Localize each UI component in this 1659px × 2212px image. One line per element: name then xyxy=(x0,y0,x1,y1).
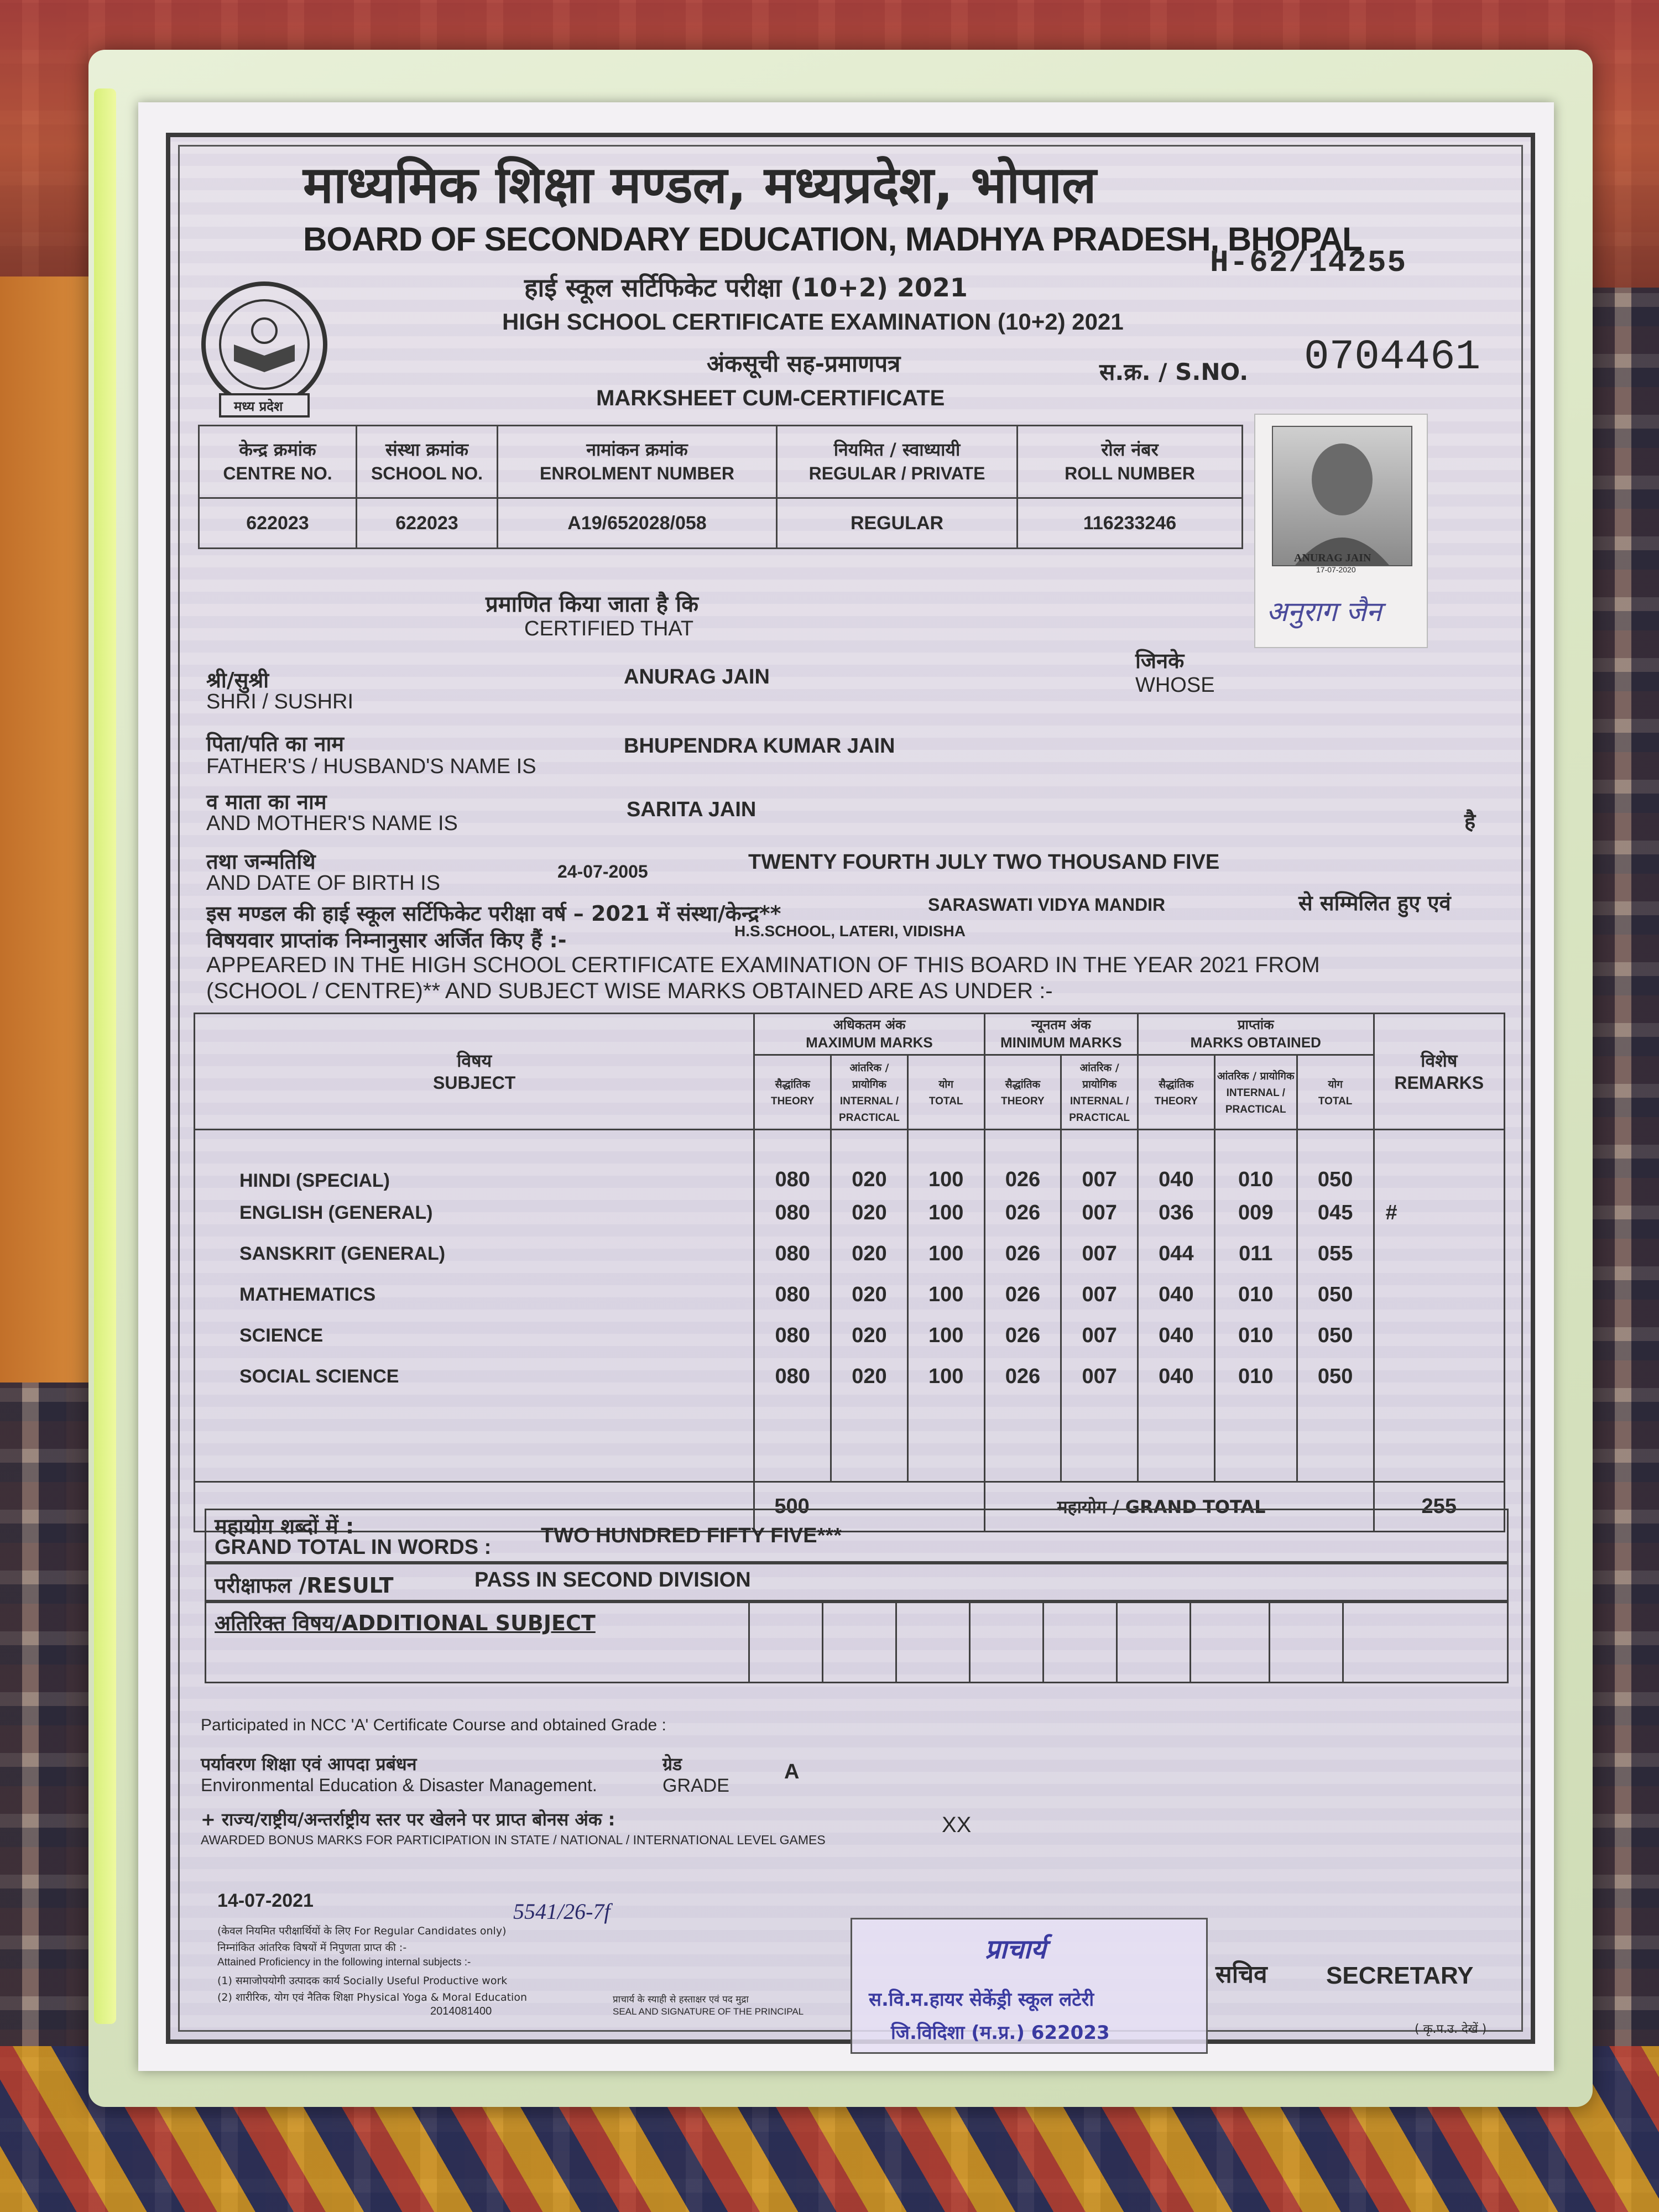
filler-cell xyxy=(1297,1397,1374,1482)
filler-cell xyxy=(754,1397,831,1482)
max-marks-header xyxy=(754,1014,984,1055)
barcode-number: 2014081400 xyxy=(430,2005,492,2017)
mark-cell-max-in: 020 xyxy=(831,1274,908,1315)
stamp-line-1: स.वि.म.हायर सेकेंड्री स्कूल लटेरी xyxy=(869,1989,1094,2011)
enrolment-number-value: A19/652028/058 xyxy=(498,498,777,549)
centre-no-label: CENTRE NO. xyxy=(223,463,332,483)
mark-cell-ob-in: 010 xyxy=(1214,1274,1297,1315)
result-value: PASS IN SECOND DIVISION xyxy=(474,1568,751,1592)
codes-header-row xyxy=(199,426,1243,498)
mark-cell-ob-in: 010 xyxy=(1214,1130,1297,1193)
min-marks-hindi: न्यूनतम अंक xyxy=(1031,1017,1091,1032)
env-education-english: Environmental Education & Disaster Management. xyxy=(201,1775,597,1795)
certified-english: CERTIFIED THAT xyxy=(524,617,694,640)
principal-stamp xyxy=(851,1918,1208,2054)
mark-cell-min-in: 007 xyxy=(1061,1233,1138,1274)
ncc-note: Participated in NCC 'A' Certificate Course and obtained Grade : xyxy=(201,1716,666,1734)
student-name: ANURAG JAIN xyxy=(624,665,770,688)
subject-name: SANSKRIT (GENERAL) xyxy=(195,1233,754,1274)
mark-cell-max-tot: 100 xyxy=(907,1315,984,1356)
mark-cell-ob-th: 036 xyxy=(1138,1192,1215,1233)
dob-label-hindi: तथा जन्मतिथि xyxy=(206,849,316,874)
min-marks-english: MINIMUM MARKS xyxy=(1000,1034,1122,1051)
subject-header-hindi: विषय xyxy=(457,1050,492,1071)
remarks-header xyxy=(1374,1014,1505,1130)
handwritten-number: 5541/26-7f xyxy=(513,1899,611,1924)
appeared-english-line1: APPEARED IN THE HIGH SCHOOL CERTIFICATE EXAMINATION OF THIS BOARD IN THE YEAR 2021 FROM xyxy=(206,953,1320,977)
total-hindi: योग xyxy=(938,1078,953,1091)
remark-cell: # xyxy=(1374,1192,1505,1233)
table-row xyxy=(195,1315,1505,1356)
total-english: TOTAL xyxy=(928,1095,963,1107)
mark-cell-max-in: 020 xyxy=(831,1356,908,1397)
filler-cell xyxy=(1061,1397,1138,1482)
certified-hindi: प्रमाणित किया जाता है कि xyxy=(486,592,698,617)
marks-obtained-hindi: प्राप्तांक xyxy=(1237,1017,1274,1032)
centre-no-value: 622023 xyxy=(199,498,357,549)
table-row xyxy=(195,1130,1505,1193)
principal-seal-english: SEAL AND SIGNATURE OF THE PRINCIPAL xyxy=(613,2006,804,2017)
subject-header-english: SUBJECT xyxy=(432,1072,516,1093)
folder-binding-edge xyxy=(94,88,116,2024)
appeared-hindi-line1: इस मण्डल की हाई स्कूल सर्टिफिकेट परीक्षा वर्ष – 2021 में संस्था/केन्द्र** xyxy=(206,901,781,926)
additional-cell xyxy=(1118,1601,1191,1682)
board-seal-icon xyxy=(195,278,333,422)
footer-note-5: (2) शारीरिक, योग एवं नैतिक शिक्षा Physical Yoga & Moral Education xyxy=(217,1991,528,2004)
max-marks-hindi: अधिकतम अंक xyxy=(833,1017,906,1032)
codes-header-cell xyxy=(1018,426,1243,498)
internal-hindi: आंतरिक / प्रायोगिक xyxy=(1079,1062,1119,1091)
mark-cell-min-th: 026 xyxy=(984,1274,1061,1315)
additional-cell xyxy=(1344,1601,1507,1682)
mark-cell-ob-tot: 050 xyxy=(1297,1274,1374,1315)
marks-header-row-1 xyxy=(195,1014,1505,1055)
grand-total-words-label: GRAND TOTAL IN WORDS : xyxy=(215,1536,492,1559)
additional-cell xyxy=(750,1601,823,1682)
mark-cell-max-th: 080 xyxy=(754,1356,831,1397)
theory-hindi: सैद्धांतिक xyxy=(1005,1078,1041,1091)
board-name-english: BOARD OF SECONDARY EDUCATION, MADHYA PRADESH, BHOPAL xyxy=(303,221,1362,258)
mark-cell-max-in: 020 xyxy=(831,1192,908,1233)
secretary-label-hindi: सचिव xyxy=(1215,1960,1267,1989)
school-no-label-hindi: संस्था क्रमांक xyxy=(385,439,468,460)
footer-note-4: (1) समाजोपयोगी उत्पादक कार्य Socially Useful Productive work xyxy=(217,1975,508,1987)
codes-header-cell xyxy=(498,426,777,498)
mark-cell-max-in: 020 xyxy=(831,1130,908,1193)
photo-caption: ANURAG JAIN xyxy=(1294,552,1371,564)
mark-cell-ob-tot: 045 xyxy=(1297,1192,1374,1233)
mark-cell-ob-tot: 050 xyxy=(1297,1130,1374,1193)
max-total-header xyxy=(907,1055,984,1130)
marks-obtained-header xyxy=(1138,1014,1374,1055)
document-title-hindi: अंकसूची सह-प्रमाणपत्र xyxy=(707,350,901,377)
footer-note-1: (केवल नियमित परीक्षार्थियों के लिए For Regular Candidates only) xyxy=(217,1925,507,1937)
filler-cell xyxy=(831,1397,908,1482)
marks-body xyxy=(195,1130,1505,1482)
mark-cell-ob-in: 011 xyxy=(1214,1233,1297,1274)
subject-name: ENGLISH (GENERAL) xyxy=(195,1192,754,1233)
additional-subject-label: अतिरिक्त विषय/ADDITIONAL SUBJECT xyxy=(215,1611,596,1635)
filler-cell xyxy=(1138,1397,1215,1482)
mark-cell-ob-tot: 050 xyxy=(1297,1356,1374,1397)
additional-subject-box xyxy=(205,1600,1509,1683)
mark-cell-min-in: 007 xyxy=(1061,1274,1138,1315)
stamp-line-2: जि.विदिशा (म.प्र.) 622023 xyxy=(891,2022,1110,2044)
subject-name: SCIENCE xyxy=(195,1315,754,1356)
grand-total-words-value: TWO HUNDRED FIFTY FIVE*** xyxy=(541,1524,842,1547)
roll-number-label: ROLL NUMBER xyxy=(1065,463,1195,483)
filler-cell xyxy=(1374,1397,1505,1482)
remark-cell xyxy=(1374,1233,1505,1274)
enrolment-label-hindi: नामांकन क्रमांक xyxy=(586,439,688,460)
footer-note-2: निम्नांकित आंतरिक विषयों में निपुणता प्राप्त की :- xyxy=(217,1942,407,1954)
grand-total-label: महायोग / GRAND TOTAL xyxy=(984,1482,1374,1532)
subject-name: HINDI (SPECIAL) xyxy=(195,1130,754,1193)
grade-label-hindi: ग्रेड xyxy=(662,1754,682,1775)
mark-cell-min-th: 026 xyxy=(984,1315,1061,1356)
result-box xyxy=(205,1561,1509,1603)
table-row xyxy=(195,1274,1505,1315)
codes-header-cell xyxy=(357,426,498,498)
mark-cell-max-th: 080 xyxy=(754,1130,831,1193)
enrolment-label: ENROLMENT NUMBER xyxy=(540,463,734,483)
photo-caption-date: 17-07-2020 xyxy=(1316,565,1356,574)
filler-cell xyxy=(984,1397,1061,1482)
max-internal-header xyxy=(831,1055,908,1130)
father-label-hindi: पिता/पति का नाम xyxy=(206,732,345,756)
roll-number-label-hindi: रोल नंबर xyxy=(1101,439,1159,460)
additional-cell xyxy=(1044,1601,1118,1682)
additional-cell xyxy=(897,1601,971,1682)
school-name-line2: H.S.SCHOOL, LATERI, VIDISHA xyxy=(734,922,966,940)
mark-cell-ob-tot: 050 xyxy=(1297,1315,1374,1356)
remark-cell xyxy=(1374,1315,1505,1356)
obt-theory-header xyxy=(1138,1055,1215,1130)
mark-cell-min-th: 026 xyxy=(984,1192,1061,1233)
turn-over-note: ( कृ.प.उ. देखें ) xyxy=(1415,2022,1487,2036)
mark-cell-ob-th: 040 xyxy=(1138,1315,1215,1356)
internal-english: INTERNAL / PRACTICAL xyxy=(1225,1087,1286,1115)
remark-cell xyxy=(1374,1356,1505,1397)
codes-value-row xyxy=(199,498,1243,549)
grade-label: GRADE xyxy=(662,1775,729,1796)
dob-value: 24-07-2005 xyxy=(557,862,648,881)
table-row xyxy=(195,1356,1505,1397)
exam-title-hindi: हाई स्कूल सर्टिफिकेट परीक्षा (10+2) 2021 xyxy=(524,273,968,302)
appeared-english-line2: (SCHOOL / CENTRE)** AND SUBJECT WISE MARKS OBTAINED ARE AS UNDER :- xyxy=(206,979,1053,1003)
student-signature: अनुराग जैन xyxy=(1266,596,1382,628)
total-hindi: योग xyxy=(1328,1078,1343,1091)
whose-label: WHOSE xyxy=(1135,674,1215,697)
principal-seal-hindi: प्राचार्य के स्याही से हस्ताक्षर एवं पद मुद्रा xyxy=(613,1994,749,2005)
centre-no-label-hindi: केन्द्र क्रमांक xyxy=(239,439,316,460)
exam-title-english: HIGH SCHOOL CERTIFICATE EXAMINATION (10+2) 2021 xyxy=(502,309,1124,335)
marks-table xyxy=(194,1013,1505,1532)
father-label: FATHER'S / HUSBAND'S NAME IS xyxy=(206,755,536,778)
codes-table xyxy=(198,425,1243,549)
theory-hindi: सैद्धांतिक xyxy=(775,1078,810,1091)
student-photo-image xyxy=(1272,426,1412,566)
mark-cell-max-th: 080 xyxy=(754,1192,831,1233)
obt-internal-header xyxy=(1214,1055,1297,1130)
bonus-marks-hindi: + राज्य/राष्ट्रीय/अन्तर्राष्ट्रीय स्तर पर खेलने पर प्राप्त बोनस अंक : xyxy=(201,1809,615,1830)
env-education-hindi: पर्यावरण शिक्षा एवं आपदा प्रबंधन xyxy=(201,1754,417,1775)
table-filler-row xyxy=(195,1397,1505,1482)
marks-obtained-english: MARKS OBTAINED xyxy=(1190,1034,1321,1051)
additional-cell xyxy=(971,1601,1044,1682)
theory-english: THEORY xyxy=(1001,1095,1045,1107)
shri-label: SHRI / SUSHRI xyxy=(206,690,354,713)
remarks-header-hindi: विशेष xyxy=(1421,1050,1458,1071)
school-name-line1: SARASWATI VIDYA MANDIR xyxy=(928,895,1166,915)
additional-cell xyxy=(1270,1601,1344,1682)
mark-cell-max-th: 080 xyxy=(754,1315,831,1356)
shri-label-hindi: श्री/सुश्री xyxy=(206,668,269,692)
mark-cell-min-in: 007 xyxy=(1061,1356,1138,1397)
footer-note-3: Attained Proficiency in the following internal subjects :- xyxy=(217,1957,471,1968)
grand-total-words-label-hindi: महायोग शब्दों में : xyxy=(215,1514,354,1538)
mark-cell-ob-th: 040 xyxy=(1138,1130,1215,1193)
regular-private-label: REGULAR / PRIVATE xyxy=(808,463,985,483)
obt-total-header xyxy=(1297,1055,1374,1130)
mark-cell-ob-in: 010 xyxy=(1214,1315,1297,1356)
dob-words: TWENTY FOURTH JULY TWO THOUSAND FIVE xyxy=(748,851,1220,874)
remark-cell xyxy=(1374,1274,1505,1315)
appeared-hindi-line2: विषयवार प्राप्तांक निम्नानुसार अर्जित किए हैं :- xyxy=(206,928,567,952)
filler-cell xyxy=(907,1397,984,1482)
mark-cell-max-in: 020 xyxy=(831,1233,908,1274)
result-label: परीक्षाफल /RESULT xyxy=(215,1573,394,1598)
roll-number-value: 116233246 xyxy=(1018,498,1243,549)
mother-label: AND MOTHER'S NAME IS xyxy=(206,812,458,835)
reference-code: H-62/14255 xyxy=(1210,245,1407,280)
mark-cell-ob-th: 040 xyxy=(1138,1356,1215,1397)
theory-english: THEORY xyxy=(770,1095,815,1107)
codes-header-cell xyxy=(199,426,357,498)
additional-cell xyxy=(1191,1601,1270,1682)
filler-cell xyxy=(195,1397,754,1482)
mark-cell-ob-th: 040 xyxy=(1138,1274,1215,1315)
mother-name: SARITA JAIN xyxy=(627,798,757,821)
bonus-marks-value: XX xyxy=(942,1813,972,1837)
codes-header-cell xyxy=(777,426,1018,498)
serial-number-value: 0704461 xyxy=(1304,333,1481,381)
mark-cell-max-tot: 100 xyxy=(907,1356,984,1397)
subject-name: MATHEMATICS xyxy=(195,1274,754,1315)
issue-date: 14-07-2021 xyxy=(217,1890,314,1911)
mark-cell-ob-in: 009 xyxy=(1214,1192,1297,1233)
student-photo xyxy=(1254,414,1428,648)
subject-name: SOCIAL SCIENCE xyxy=(195,1356,754,1397)
min-internal-header xyxy=(1061,1055,1138,1130)
max-theory-header xyxy=(754,1055,831,1130)
mark-cell-min-in: 007 xyxy=(1061,1315,1138,1356)
internal-english: INTERNAL / PRACTICAL xyxy=(839,1095,900,1124)
hai-label: है xyxy=(1464,809,1476,833)
dob-label: AND DATE OF BIRTH IS xyxy=(206,872,440,895)
mark-cell-max-th: 080 xyxy=(754,1274,831,1315)
remark-cell xyxy=(1374,1130,1505,1193)
mother-label-hindi: व माता का नाम xyxy=(206,790,327,814)
max-grand-total: 500 xyxy=(754,1482,984,1532)
mark-cell-max-tot: 100 xyxy=(907,1192,984,1233)
max-marks-english: MAXIMUM MARKS xyxy=(806,1034,933,1051)
remarks-header-english: REMARKS xyxy=(1394,1072,1484,1093)
internal-english: INTERNAL / PRACTICAL xyxy=(1069,1095,1130,1124)
grade-value: A xyxy=(784,1760,800,1783)
grand-total-words-box xyxy=(205,1509,1509,1564)
mark-cell-max-in: 020 xyxy=(831,1315,908,1356)
stamp-title: प्राचार्य xyxy=(985,1934,1046,1965)
table-row xyxy=(195,1192,1505,1233)
internal-hindi: आंतरिक / प्रायोगिक xyxy=(1217,1070,1295,1082)
bonus-marks-english: AWARDED BONUS MARKS FOR PARTICIPATION IN STATE / NATIONAL / INTERNATIONAL LEVEL GAMES xyxy=(201,1833,826,1847)
mark-cell-max-tot: 100 xyxy=(907,1233,984,1274)
mark-cell-min-th: 026 xyxy=(984,1356,1061,1397)
min-theory-header xyxy=(984,1055,1061,1130)
document-title-english: MARKSHEET CUM-CERTIFICATE xyxy=(596,386,945,410)
mark-cell-max-tot: 100 xyxy=(907,1274,984,1315)
additional-subject-cell xyxy=(206,1601,750,1682)
regular-private-label-hindi: नियमित / स्वाध्यायी xyxy=(833,439,961,460)
mark-cell-min-in: 007 xyxy=(1061,1130,1138,1193)
min-marks-header xyxy=(984,1014,1138,1055)
filler-cell xyxy=(1214,1397,1297,1482)
school-no-value: 622023 xyxy=(357,498,498,549)
theory-hindi: सैद्धांतिक xyxy=(1159,1078,1194,1091)
mark-cell-min-th: 026 xyxy=(984,1130,1061,1193)
school-no-label: SCHOOL NO. xyxy=(371,463,483,483)
secretary-label: SECRETARY xyxy=(1326,1962,1474,1989)
internal-hindi: आंतरिक / प्रायोगिक xyxy=(849,1062,889,1091)
obtained-grand-total: 255 xyxy=(1374,1482,1505,1532)
mark-cell-min-th: 026 xyxy=(984,1233,1061,1274)
mark-cell-ob-th: 044 xyxy=(1138,1233,1215,1274)
whose-label-hindi: जिनके xyxy=(1135,649,1185,673)
mark-cell-min-in: 007 xyxy=(1061,1192,1138,1233)
seal-label: मध्य प्रदेश xyxy=(234,399,283,414)
appeared-hindi-tail: से सम्मिलित हुए एवं xyxy=(1298,891,1451,915)
mark-cell-max-tot: 100 xyxy=(907,1130,984,1193)
table-row xyxy=(195,1233,1505,1274)
mark-cell-ob-tot: 055 xyxy=(1297,1233,1374,1274)
regular-private-value: REGULAR xyxy=(777,498,1018,549)
additional-cell xyxy=(823,1601,897,1682)
father-name: BHUPENDRA KUMAR JAIN xyxy=(624,734,895,758)
theory-english: THEORY xyxy=(1154,1095,1198,1107)
serial-number-label: स.क्र. / S.NO. xyxy=(1099,358,1249,385)
mark-cell-ob-in: 010 xyxy=(1214,1356,1297,1397)
total-english: TOTAL xyxy=(1318,1095,1353,1107)
marksheet-certificate xyxy=(166,133,1535,2044)
mark-cell-max-th: 080 xyxy=(754,1233,831,1274)
subject-header xyxy=(195,1014,754,1130)
board-name-hindi: माध्यमिक शिक्षा मण्डल, मध्यप्रदेश, भोपाल xyxy=(303,155,1097,215)
